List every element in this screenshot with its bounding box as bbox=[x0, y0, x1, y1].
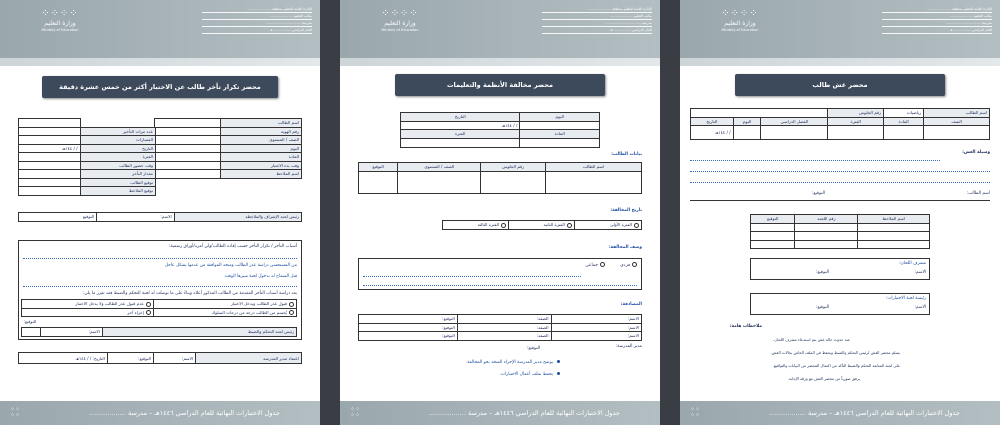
radio-icon bbox=[501, 223, 506, 228]
committee-head-box: رئيسة لجنة الاختبارات: الاسم: التوقيع: bbox=[750, 293, 930, 315]
page-footer: جدول الاختبارات النهائية للعام الدراسي ١٤٤٦هـ – مدرسة .................. ⁘⁘ ⁘⁘ bbox=[0, 401, 320, 425]
radio-icon bbox=[634, 223, 639, 228]
radio-icon bbox=[289, 310, 294, 315]
violation-description-box[interactable] bbox=[358, 258, 642, 290]
page-header: الإدارة العامة للتعليم بمنطقة ...................... مكتب التعليم ..................... مدرسة ................................. العام الدراسي ................ هـ ⁘⁘⁘⁘ وزارة التعليم Ministry of Education bbox=[340, 0, 660, 58]
page-title: محضر تكرار تأخر طالب عن الاختبار أكثر من خمس عشرة دقيقة bbox=[42, 76, 278, 98]
supervisor-row: رئيس لجنة الإشراف والملاحظة الاسم: التوقيع bbox=[18, 212, 302, 222]
ministry-logo: ⁘⁘⁘⁘ وزارة التعليم Ministry of Education bbox=[41, 8, 79, 32]
radio-icon bbox=[600, 262, 605, 267]
period-3[interactable]: الفترة الثالثة bbox=[443, 221, 509, 230]
period-options bbox=[442, 220, 642, 230]
decision-options: قبول عذر الطالب ويدخل الاختبار عدم قبول عذر الطالب ولا يدخل الاختبار يُحسم من الطالب درجة من درجات السلوك إجراء آخر التوقيع: bbox=[21, 299, 297, 325]
student-table: اسم الطالب رقم الجلوس الصف / المستوى التوقيع bbox=[358, 162, 642, 194]
radio-icon bbox=[567, 223, 572, 228]
period-1[interactable]: الفترة الأولى bbox=[574, 221, 641, 230]
student-info-table: اسم الطالب رقم الهوية الصف / المستوى اليوم المادة وقت بدء الاختبار اسم الملاحظ bbox=[154, 118, 302, 179]
page-title: محضر غش طالب bbox=[735, 74, 945, 96]
radio-icon bbox=[146, 302, 151, 307]
radio-icon bbox=[632, 262, 637, 267]
page-footer: جدول الاختبارات النهائية للعام الدراسي ١٤٤٦هـ – مدرسة .................. ⁘⁘ ⁘⁘ bbox=[340, 401, 660, 425]
form-page-cheating: الإدارة العامة للتعليم بمنطقة ...................... مكتب التعليم ..................... مدرسة ................................. العام الدراسي ................ هـ ⁘⁘⁘⁘ وزارة التعليم Ministry of Education محضر غش طالب اسم الطالب رياضيات رقم الجلوس الصف المادة الفترة الفصل الدراسي اليوم التاريخ / / ١٤٤هـ وسيلة الغش: اسم الطالب: التوقيع: اسم الملاحظ رقم اللجنة التوقيع مشرف اللجان: الاسم: التوقيع: رئيسة لجنة الاختبارات: الاسم: التوقيع: ملاحظات هامة: عند حدوث حالة غش يتم استدعاء مشرف اللجان. يسلم محضر الغش لرئيس التحكم والضبط ويحفظ في الملف الخاص بحالات الغش. على لجنة المتابعة التحكم والضبط التأكد من اكتمال المحضر من البيانات والتواقيع. يرفق صورياً من محضر الغش مع ورقة الإجابة. جدول الاختبارات النهائية للعام الدراسي ١٤٤٦هـ – مدرسة .................. ⁘⁘ ⁘⁘ bbox=[680, 0, 1000, 425]
radio-icon bbox=[289, 302, 294, 307]
option-deduct[interactable]: يُحسم من الطالب درجة من درجات السلوك bbox=[153, 308, 296, 317]
bullet-item: يحفظ بملف أعمال الاختبارات. bbox=[500, 372, 560, 377]
approval-row: اعتماد مدير المدرسة الاسم: التوقيع: التاريخ: / / ١٤٤هـ bbox=[18, 352, 302, 364]
desc-individual[interactable]: فردي bbox=[620, 262, 637, 268]
option-accept[interactable]: قبول عذر الطالب ويدخل الاختبار bbox=[153, 300, 296, 309]
ministry-logo: ⁘⁘⁘⁘ وزارة التعليم Ministry of Education bbox=[381, 8, 419, 32]
bullet-item: يوضح مدير المدرسة الإجراء المتخذ نحو المخالفة. bbox=[466, 360, 560, 365]
cheat-info-table: اسم الطالب رياضيات رقم الجلوس الصف المادة الفترة الفصل الدراسي اليوم التاريخ / / ١٤٤هـ bbox=[690, 108, 990, 140]
period-2[interactable]: الفترة الثانية bbox=[509, 221, 575, 230]
page-footer: جدول الاختبارات النهائية للعام الدراسي ١٤٤٦هـ – مدرسة .................. ⁘⁘ ⁘⁘ bbox=[680, 401, 1000, 425]
header-lines: الإدارة العامة للتعليم بمنطقة ...................... مكتب التعليم ..................... مدرسة ................................. العام الدراسي ................ هـ bbox=[202, 6, 312, 34]
ministry-logo: ⁘⁘⁘⁘ وزارة التعليم Ministry of Education bbox=[721, 8, 759, 32]
committee-row: رئيس لجنة التحكم والضبط الاسم: bbox=[21, 327, 297, 337]
page-header bbox=[0, 0, 320, 58]
form-page-late-student bbox=[0, 0, 320, 425]
desc-group[interactable]: جماعي bbox=[585, 262, 605, 268]
late-details-table: عدد مرات التأخير المسارات التاريخ / / ١٤٤هـ الفترة وقت حضور الطالب مقدار التأخر توقيع الطالب توقيع الملاحظ bbox=[18, 118, 156, 196]
footer-logo-icon: ⁘⁘ ⁘⁘ bbox=[9, 406, 21, 419]
observers-table: اسم الملاحظ رقم اللجنة التوقيع bbox=[750, 214, 930, 249]
exam-info-table: اليوم التاريخ / / ١٤٤هـ المادة الفترة bbox=[400, 112, 600, 148]
decision-box: أسباب التأخر / تكرار التأخر حسب إفادة الطالب/ولي أمره/أوراق رسمية: من المستحسن دراسة عذر الطالب ومنحه الموافقة من عدمها بشكل عاجل قبل السماح له بدخول لجنة سيرها الوقت. بعد دراسة أسباب التأخر المقدمة من الطالب المذكور أعلاه وبناءً على ما توصلت له لجنة التحكم والضبط فقد تقرر ما يلي: قبول عذر الطالب ويدخل الاختبار عدم قبول عذر الطالب ولا يدخل الاختبار يُحسم من الطالب درجة من درجات السلوك إجراء آخر التوقيع: رئيس لجنة التحكم والضبط الاسم: bbox=[18, 240, 302, 340]
page-title: محضر مخالفة الأنظمة والتعليمات bbox=[395, 74, 605, 96]
footer-logo-icon: ⁘⁘ ⁘⁘ bbox=[689, 406, 701, 419]
option-reject[interactable]: عدم قبول عذر الطالب ولا يدخل الاختبار bbox=[22, 300, 154, 309]
form-page-violation: الإدارة العامة للتعليم بمنطقة ...................... مكتب التعليم ..................... مدرسة ................................. العام الدراسي ................ هـ ⁘⁘⁘⁘ وزارة التعليم Ministry of Education محضر مخالفة الأنظمة والتعليمات اليوم التاريخ / / ١٤٤هـ المادة الفترة بيانات الطالب: اسم الطالب رقم الجلوس الصف / المستوى التوقيع تاريخ المخالفة: الفترة الأولى الفترة الثانية الفترة الثالثة وصف المخالفة: فردي جماعي المصادقة: الاسم: الصفة: التوقيع: الاسم: الصفة: التوقيع: الاسم: الصفة: التوقيع: مدير المدرسة: التوقيع: يوضح مدير المدرسة الإجراء المتخذ نحو المخالفة. يحفظ بملف أعمال الاختبارات. جدول الاختبارات النهائية للعام الدراسي ١٤٤٦هـ – مدرسة .................. ⁘⁘ ⁘⁘ bbox=[340, 0, 660, 425]
page-header: الإدارة العامة للتعليم بمنطقة ...................... مكتب التعليم ..................... مدرسة ................................. العام الدراسي ................ هـ ⁘⁘⁘⁘ وزارة التعليم Ministry of Education bbox=[680, 0, 1000, 58]
supervisor-box: مشرف اللجان: الاسم: التوقيع: bbox=[750, 258, 930, 280]
approval-table: الاسم: الصفة: التوقيع: الاسم: الصفة: التوقيع: الاسم: الصفة: التوقيع: bbox=[358, 314, 642, 341]
option-other[interactable]: إجراء آخر bbox=[22, 308, 154, 317]
footer-logo-icon: ⁘⁘ ⁘⁘ bbox=[349, 406, 361, 419]
radio-icon bbox=[146, 310, 151, 315]
